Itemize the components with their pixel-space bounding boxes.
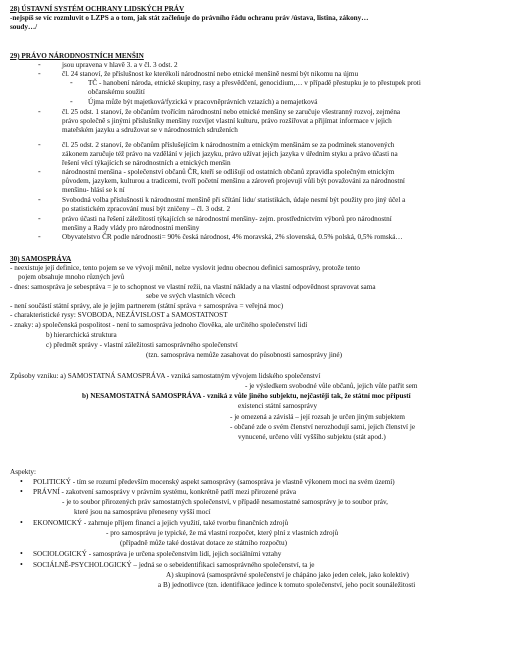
aspects-heading: Aspekty: <box>10 468 36 476</box>
aspect-item-cont: A) skupinová (samosprávné společenství je chápáno jako jeden celek, jako kolektiv) <box>166 571 409 579</box>
paragraph-line: - charakteristické rysy: SVOBODA, NEZÁVISLOST a SAMOSTATNOST <box>10 311 228 319</box>
paragraph-line: vynucené, určeno vůlí vyššího subjektu (stát apod.) <box>238 433 386 441</box>
list-item: právo účasti na řešení záležitostí týkajících se národnostní menšiny- zejm. prostřednictvím výborů pro národnostní <box>62 215 392 223</box>
bullet-dot: • <box>20 549 23 558</box>
paragraph-line: - je omezená a závislá – její rozsah je určen jiným subjektem <box>230 413 406 421</box>
section-28-heading: 28) ÚSTAVNÍ SYSTÉM OCHRANY LIDSKÝCH PRÁV <box>10 5 185 13</box>
list-item-cont: menšiny a Rady vlády pro národnostní menšiny <box>62 224 200 232</box>
list-item: Svobodná volba příslušnosti k národnostní menšině při sčítání lidu/ statistikách, údaje nesmí být použity pro jiný účel a <box>62 196 406 204</box>
dash-bullet: - <box>38 195 41 204</box>
aspect-item-cont: a B) jednotlivce (tzn. identifikace jedince k tomuto společenství, jeho pocit sounáležitosti <box>158 581 416 589</box>
dash-bullet: - <box>38 167 41 176</box>
list-item: Újma může být majetková/fyzická v pracovněprávních vztazích) a nemajetková <box>88 98 318 106</box>
aspect-item: EKONOMICKÝ - zahrnuje příjem financí a jejich využití, také tvorbu finančních zdrojů <box>33 519 289 527</box>
dash-bullet: - <box>70 78 73 87</box>
aspect-item-cont: které jsou na samosprávu přeneseny vyšší mocí <box>74 508 211 516</box>
list-item-cont: zákonem zaručuje též právo na vzdělání v jejich jazyku, právo užívat jejich jazyka v úředním styku a právo účasti na <box>62 150 398 158</box>
list-item: čl. 24 stanoví, že příslušnost ke kterékoli národnostní nebo etnické menšině nesmí být nikomu na újmu <box>62 70 359 78</box>
list-item-cont: po statistickém zpracování musí být zničeny – čl. 3 odst. 2 <box>62 205 231 213</box>
paragraph-line: - znaky: a) společenská pospolitost - není to samospráva jednoho člověka, ale určitého společenství lidí <box>10 321 308 329</box>
list-item-cont: menšinu- hlásí se k ní <box>62 186 125 194</box>
aspect-item: SOCIOLOGICKÝ - samospráva je určena společenstvím lidí, jejich sociálními vztahy <box>33 550 282 558</box>
dash-bullet: - <box>38 107 41 116</box>
aspect-item: SOCIÁLNĚ-PSYCHOLOGICKÝ – jedná se o sebeidentifikaci samosprávného společenství, ta je <box>33 561 315 569</box>
section-28-line: -nejspíš se víc rozmluvit o LZPS a o tom, jak stát začleňuje do právního řádu ochranu práv /ústava, listina, zákony… <box>10 14 369 22</box>
list-item-cont: mateřském jazyku a sdružovat se v národnostních sdruženích <box>62 126 238 134</box>
paragraph-line: (tzn. samospráva nemůže zasahovat do působnosti samosprávy jiné) <box>146 351 343 359</box>
bullet-dot: • <box>20 477 23 486</box>
list-item: jsou upravena v hlavě 3. a v čl. 3 odst. 2 <box>62 61 178 69</box>
paragraph-line: pojem obsahuje mnoho různých jevů <box>18 273 125 281</box>
dash-bullet: - <box>38 140 41 149</box>
paragraph-line: - není součástí státní správy, ale je jejím partnerem (státní správa + samospráva = veřejná moc) <box>10 302 284 310</box>
paragraph-line: c) předmět správy - vlastní záležitosti samosprávného společenství <box>46 341 238 349</box>
list-item: národnostní menšina - společenství občanů ČR, kteří se odlišují od ostatních občanů zpravidla společným etnickým <box>62 168 395 176</box>
paragraph-line: Způsoby vzniku: a) SAMOSTATNÁ SAMOSPRÁVA - vzniká samostatným vývojem lidského společenství <box>10 372 321 380</box>
section-30-heading: 30) SAMOSPRÁVA <box>10 255 72 263</box>
section-28-line: soudy…/ <box>10 23 38 31</box>
paragraph-line: b) hierarchická struktura <box>46 331 117 339</box>
paragraph-line: - dnes: samospráva je sebespráva = je to schopnost ve vlastní režii, na vlastní náklady a na vlastní odpovědnost spravovat sama <box>10 283 376 291</box>
dash-bullet: - <box>38 60 41 69</box>
paragraph-line: - občané zde o svém členství nerozhodují sami, jejich členství je <box>230 423 416 431</box>
bullet-dot: • <box>20 518 23 527</box>
list-item: čl. 25 odst. 1 stanoví, že občanům tvořícím národnostní nebo etnické menšiny se zaručuje všestranný rozvoj, zejména <box>62 108 401 116</box>
list-item-cont: občanskému soužití <box>88 88 145 96</box>
dash-bullet: - <box>70 97 73 106</box>
aspect-item: POLITICKÝ - tím se rozumí především mocenský aspekt samosprávy (samospráva je vlastně výkonem moci na svém území) <box>33 478 395 486</box>
list-item-cont: právo společně s jinými příslušníky menšiny rozvíjet vlastní kulturu, právo rozšiřovat a přijímat informace v jejich <box>62 117 392 125</box>
dash-bullet: - <box>38 232 41 241</box>
paragraph-line: - je výsledkem svobodné vůle občanů, jejich vůle patřit sem <box>245 382 418 390</box>
dash-bullet: - <box>38 69 41 78</box>
list-item: čl. 25 odst. 2 stanoví, že občanům příslušejícím k národnostním a etnickým menšinám se za podmínek stanovených <box>62 141 395 149</box>
bullet-dot: • <box>20 560 23 569</box>
list-item: Obyvatelstvo ČR podle národnosti= 90% česká národnost, 4% moravská, 2% slovenská, 0.5% polská, 0,5% romská… <box>62 233 403 241</box>
aspect-item: PRÁVNÍ - zakotvení samosprávy v právním systému, konkrétně patří mezi přirozené práva <box>33 488 297 496</box>
paragraph-line: - neexistuje její definice, tento pojem se ve vývoji měnil, nelze vyslovit jednu obecnou definici samosprávy, protože tento <box>10 264 361 272</box>
paragraph-line: sebe ve svých vlastních věcech <box>146 292 236 300</box>
aspect-item-cont: - pro samosprávu je typické, že má vlastní rozpočet, který plní z vlastních zdrojů <box>106 529 339 537</box>
aspect-item-cont: - je to soubor přirozených práv samostatných společenství, v případě nesamostatné samosprávy je to soubor práv, <box>62 498 388 506</box>
list-item-cont: řešení věcí týkajících se národnostních a etnických menšin <box>62 159 231 167</box>
list-item: TČ - hanobení národa, etnické skupiny, rasy a přesvědčení, genocidium,… v případě přestupku je to přestupek proti <box>88 79 421 87</box>
section-29-heading: 29) PRÁVO NÁRODNOSTNÍCH MENŠIN <box>10 52 144 60</box>
paragraph-line: b) NESAMOSTATNÁ SAMOSPRÁVA - vzniká z vůle jiného subjektu, nejčastěji tak, že státní moc připustí <box>82 392 411 400</box>
dash-bullet: - <box>38 214 41 223</box>
list-item-cont: původem, jazykem, kulturou a tradicemi, tvoří početní menšinu a zároveň projevují vůli být považováni za národnostní <box>62 177 405 185</box>
bullet-dot: • <box>20 487 23 496</box>
paragraph-line: existenci státní samosprávy <box>238 402 318 410</box>
aspect-item-cont: (případně může také dostávat dotace ze státního rozpočtu) <box>120 539 288 547</box>
